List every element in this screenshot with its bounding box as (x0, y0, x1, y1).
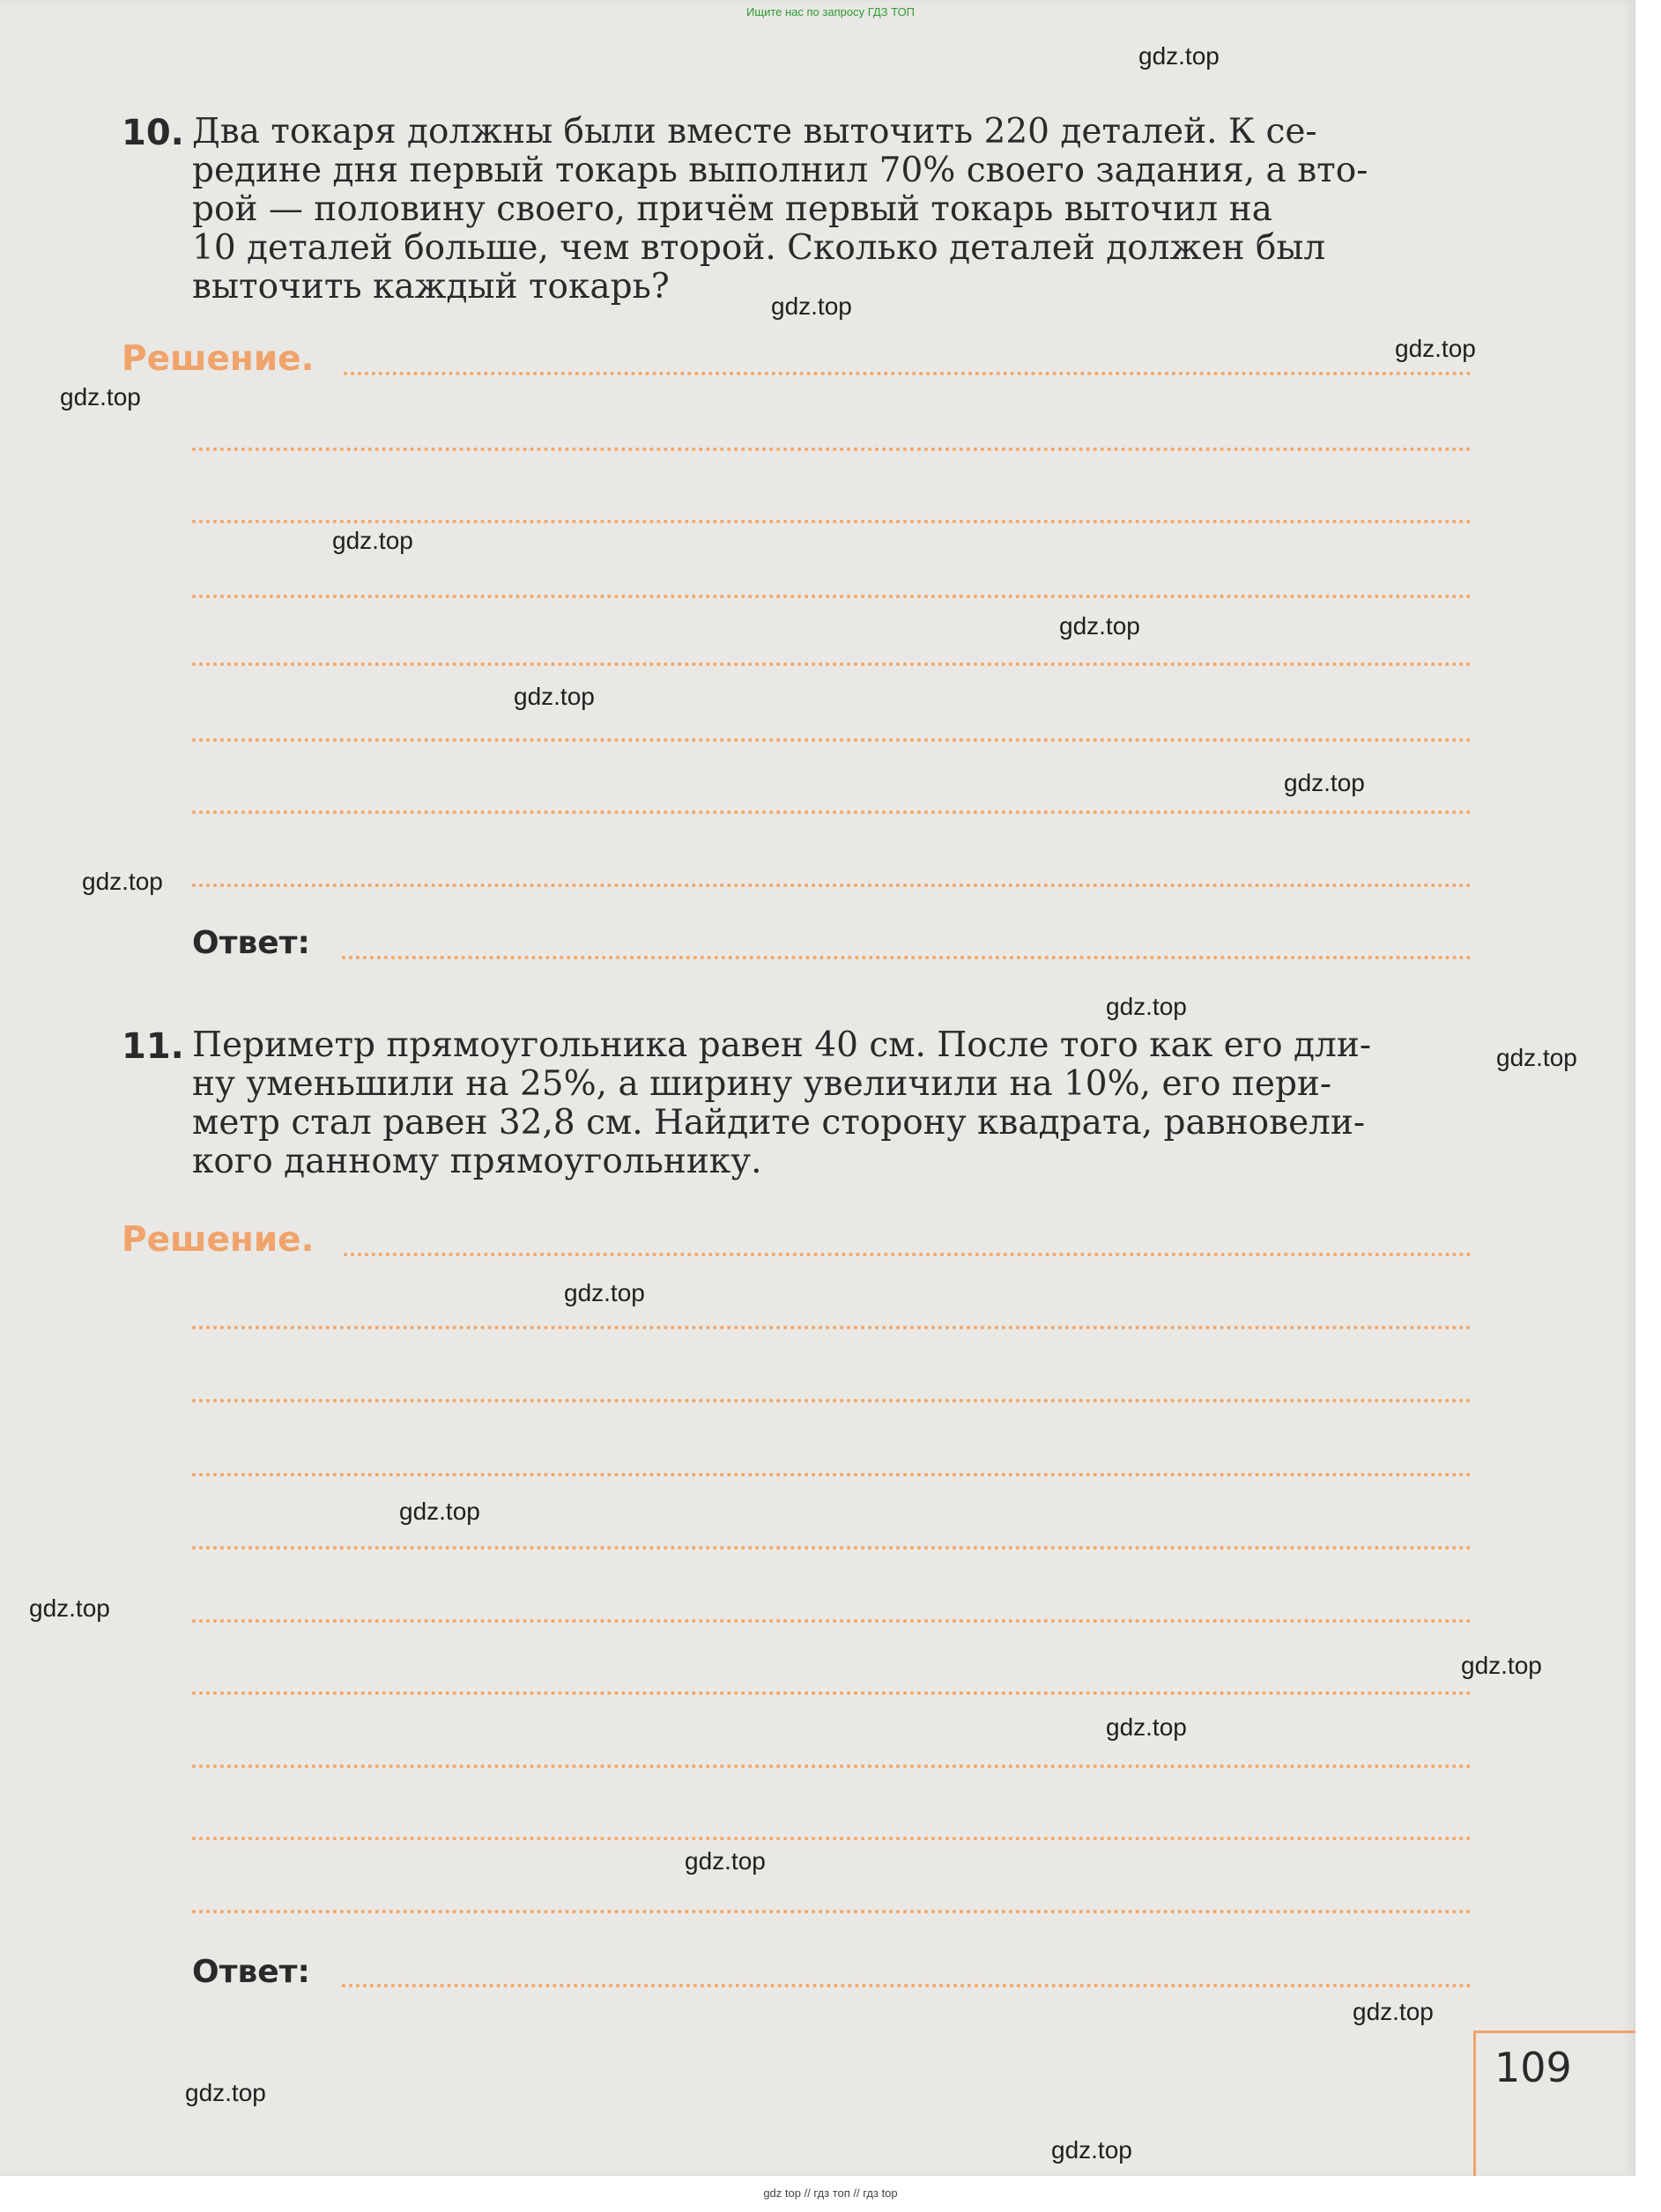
solution-line[interactable] (192, 1910, 1472, 1913)
solution-line[interactable] (192, 448, 1472, 451)
solution-line[interactable] (192, 810, 1472, 814)
watermark: gdz.top (514, 683, 595, 710)
task-line: редине дня первый токарь выполнил 70% своего задания, а вто- (192, 151, 1368, 190)
solution-line[interactable] (192, 520, 1472, 523)
watermark: gdz.top (60, 383, 141, 411)
solution-line[interactable] (192, 1473, 1472, 1476)
solution-line[interactable] (192, 662, 1472, 666)
solution-line[interactable] (192, 1399, 1472, 1402)
solution-line[interactable] (192, 884, 1472, 887)
task-line: ну уменьшили на 25%, а ширину увеличили на 10%, его пери- (192, 1064, 1332, 1104)
watermark: gdz.top (1284, 769, 1365, 796)
solution-line[interactable] (192, 1619, 1472, 1623)
solution-line[interactable] (192, 1546, 1472, 1550)
answer-line[interactable] (342, 956, 1472, 959)
watermark: gdz.top (1059, 612, 1140, 640)
watermark: gdz.top (332, 527, 413, 554)
task-line: рой — половину своего, причём первый токарь выточил на (192, 189, 1272, 229)
task-number: 10. (122, 113, 184, 153)
task-line: кого данному прямоугольнику. (192, 1142, 762, 1181)
answer-label: Ответ: (192, 1954, 310, 1990)
watermark: gdz.top (185, 2079, 266, 2106)
bottom-banner: gdz top // гдз топ // гдз top (763, 2186, 898, 2200)
solution-line[interactable] (192, 1764, 1472, 1768)
task-number: 11. (122, 1026, 184, 1067)
watermark: gdz.top (564, 1279, 645, 1306)
watermark: gdz.top (1353, 1998, 1434, 2025)
answer-label: Ответ: (192, 925, 310, 961)
solution-line[interactable] (344, 1253, 1472, 1256)
answer-line[interactable] (342, 1984, 1472, 1987)
solution-line[interactable] (192, 738, 1472, 742)
watermark: gdz.top (1106, 993, 1187, 1020)
task-line: метр стал равен 32,8 см. Найдите сторону квадрата, равновели- (192, 1103, 1366, 1143)
watermark: gdz.top (685, 1847, 766, 1875)
watermark: gdz.top (1395, 335, 1476, 362)
solution-line[interactable] (192, 1837, 1472, 1840)
solution-label: Решение. (122, 1220, 315, 1260)
watermark: gdz.top (1138, 42, 1220, 70)
task-line: выточить каждый токарь? (192, 267, 670, 307)
solution-label: Решение. (122, 339, 315, 379)
task-line: Периметр прямоугольника равен 40 см. После того как его дли- (192, 1025, 1371, 1065)
task-line: Два токаря должны были вместе выточить 220 деталей. К се- (192, 112, 1317, 152)
top-banner: Ищите нас по запросу ГДЗ ТОП (746, 5, 915, 18)
solution-line[interactable] (192, 1691, 1472, 1695)
watermark: gdz.top (399, 1498, 480, 1525)
watermark: gdz.top (1051, 2136, 1132, 2164)
solution-line[interactable] (192, 595, 1472, 598)
task-line: 10 деталей больше, чем второй. Сколько деталей должен был (192, 228, 1326, 268)
task-text (192, 1026, 1479, 1181)
watermark: gdz.top (1106, 1713, 1187, 1741)
watermark: gdz.top (29, 1594, 110, 1622)
watermark: gdz.top (82, 868, 163, 895)
task-text (192, 113, 1479, 307)
watermark: gdz.top (1496, 1044, 1577, 1071)
task-11 (122, 1026, 1479, 1181)
task-10 (122, 113, 1479, 307)
watermark: gdz.top (771, 292, 852, 320)
watermark: gdz.top (1461, 1652, 1542, 1679)
solution-line[interactable] (192, 1326, 1472, 1329)
page-number: 109 (1494, 2044, 1572, 2091)
solution-line[interactable] (344, 372, 1472, 375)
